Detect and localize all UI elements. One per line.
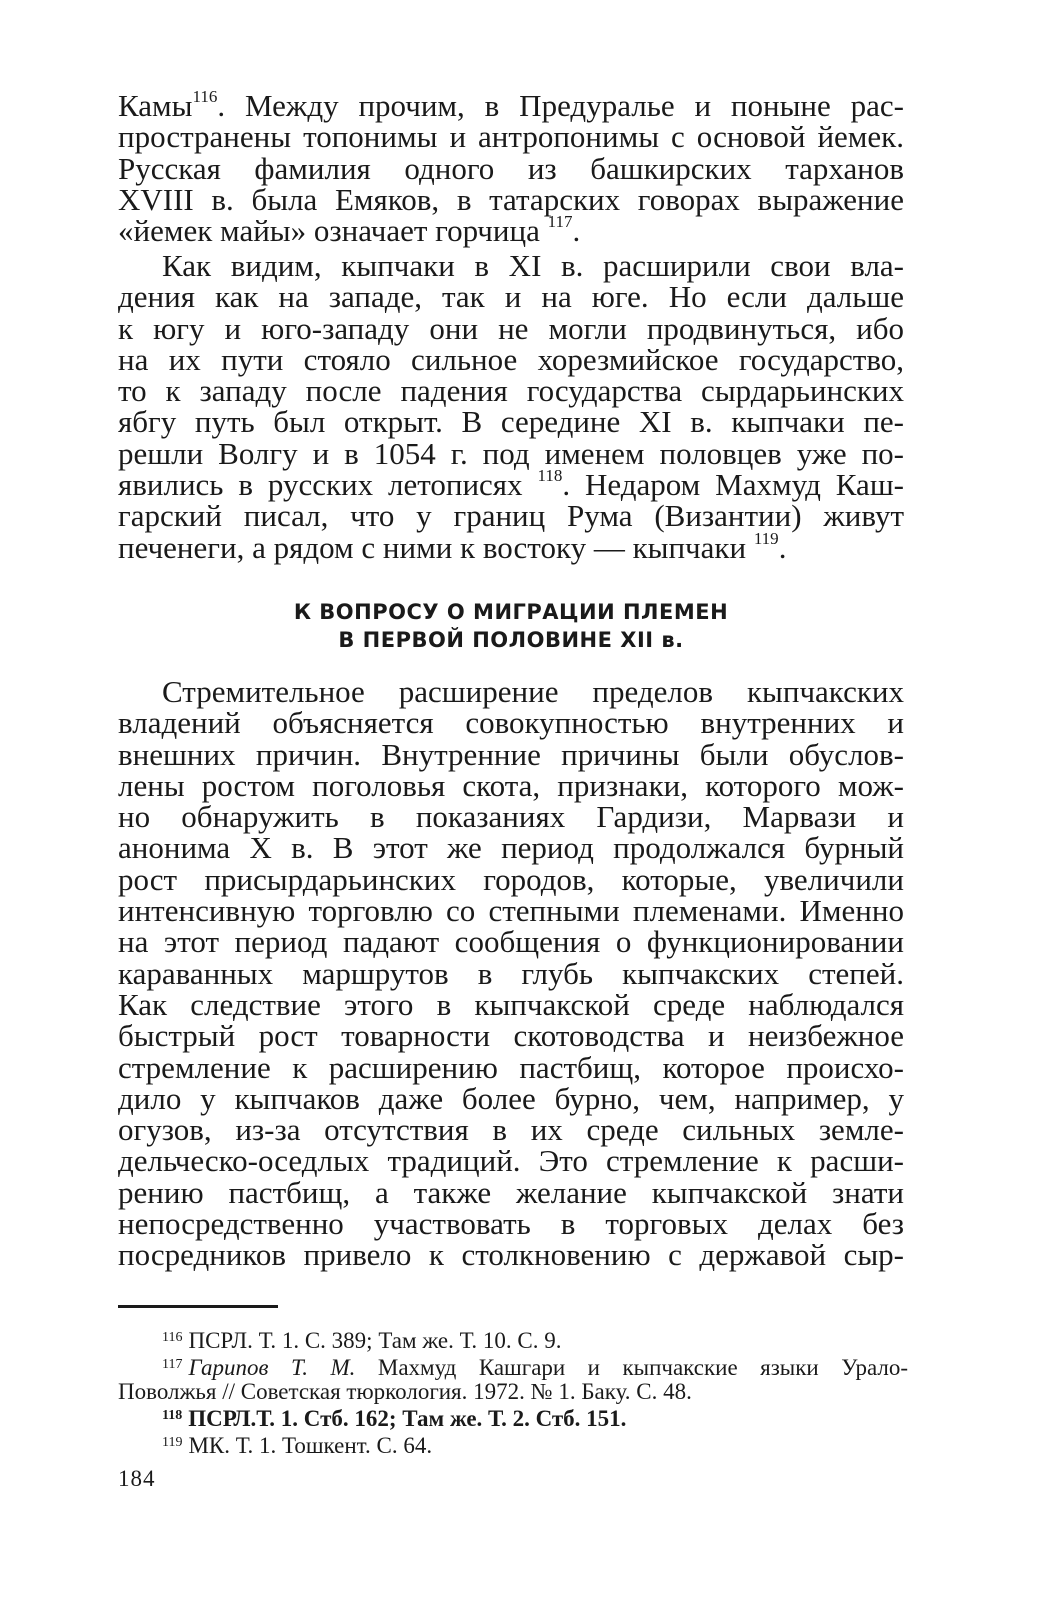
text-line: быстрый рост товарности скотоводства и неизбежное: [118, 1018, 904, 1054]
paragraph-3: [118, 676, 904, 1271]
footnote-117: $^{117}$ Гарипов Т. М. Махмуд Кашгари и кыпчакские языки Урало-: [162, 1355, 909, 1380]
text-line: Камы$^{116}$. Между прочим, в Предуралье и поныне рас-: [118, 87, 904, 123]
section-heading: [118, 598, 904, 654]
text-line: владений объясняется совокупностью внутренних и: [118, 705, 904, 741]
footnote-divider: [118, 1305, 278, 1308]
text-line: решли Волгу и в 1054 г. под именем половцев уже по-: [118, 435, 904, 471]
text-line: рению пастбищ, а также желание кыпчакской знати: [118, 1174, 904, 1210]
text-line: «йемек майы» означает горчица $^{117}$.: [118, 212, 581, 249]
page-number: 184: [118, 1466, 156, 1491]
text-line: внешних причин. Внутренние причины были обуслов-: [118, 736, 904, 772]
text-line: ябгу путь был открыт. В середине XI в. кыпчаки пе-: [118, 404, 904, 440]
text-line: Как видим, кыпчаки в XI в. расширили свои вла-: [162, 248, 904, 283]
paragraph-1: [118, 87, 904, 249]
footnotes: [118, 1326, 908, 1458]
footnote-ref: 118: [537, 466, 563, 486]
text-line: то к западу после падения государства сырдарьинских: [118, 373, 904, 409]
text-line: Стремительное расширение пределов кыпчакских: [162, 674, 904, 709]
text-line: лены ростом поголовья скота, признаки, которого мож-: [118, 767, 904, 803]
footnote-number: 117: [162, 1357, 183, 1372]
text-line: Как следствие этого в кыпчакской среде наблюдался: [118, 986, 904, 1022]
footnote-author: Гарипов Т. М.: [188, 1355, 356, 1380]
footnote-ref: 116: [192, 87, 218, 106]
text-line: Русская фамилия одного из башкирских тарханов: [118, 150, 904, 186]
text-line: XVIII в. была Емяков, в татарских говорах выражение: [118, 181, 904, 217]
footnote-number: 116: [162, 1330, 183, 1345]
text-line: анонима X в. В этот же период продолжался бурный: [118, 830, 904, 866]
text-line: гарский писал, что у границ Рума (Византии) живут: [118, 498, 904, 534]
footnote-118: $^{118}$ ПСРЛ.Т. 1. Стб. 162; Там же. Т. 2. Стб. 151.: [162, 1406, 627, 1431]
text-line: караванных маршрутов в глубь кыпчакских степей.: [118, 955, 904, 991]
footnote-number: 118: [162, 1408, 183, 1423]
text-line: но обнаружить в показаниях Гардизи, Марвази и: [118, 799, 904, 835]
footnote-number: 119: [162, 1435, 183, 1450]
text-line: дельческо-оседлых традиций. Это стремление к расши-: [118, 1143, 904, 1179]
text-line: дения как на западе, так и на юге. Но если дальше: [118, 279, 904, 315]
text-line: явились в русских летописях $^{118}$. Недаром Махмуд Каш-: [118, 466, 905, 503]
footnote-116: $^{116}$ ПСРЛ. Т. 1. С. 389; Там же. Т. 10. С. 9.: [162, 1328, 562, 1353]
text-line: стремление к расширению пастбищ, которое происхо-: [118, 1049, 904, 1085]
text-line: пространены топонимы и антропонимы с основой йемек.: [118, 119, 904, 155]
text-line: непосредственно участвовать в торговых делах без: [118, 1206, 904, 1242]
footnote-119: $^{119}$ МК. Т. 1. Тошкент. С. 64.: [162, 1433, 433, 1458]
text-line: интенсивную торговлю со степными племенами. Именно: [118, 893, 904, 929]
text-line: посредников привело к столкновению с державой сыр-: [118, 1237, 904, 1273]
paragraph-2: [118, 250, 904, 563]
text-line: на их пути стояло сильное хорезмийское государство,: [118, 341, 904, 377]
text-line: рост присырдарьинских городов, которые, увеличили: [118, 861, 904, 897]
text-line: на этот период падают сообщения о функционировании: [118, 924, 904, 960]
footnote-ref: 119: [753, 528, 779, 548]
text-line: к югу и юго-западу они не могли продвинуться, ибо: [118, 310, 904, 346]
text-line: печенеги, а рядом с ними к востоку — кыпчаки $^{119}$.: [118, 528, 787, 565]
text-line: огузов, из-за отсутствия в их среде сильных земле-: [118, 1112, 904, 1148]
heading-line-2: В ПЕРВОЙ ПОЛОВИНЕ XII в.: [338, 628, 684, 652]
heading-line-1: К ВОПРОСУ О МИГРАЦИИ ПЛЕМЕН: [293, 600, 729, 624]
text-line: дило у кыпчаков даже более бурно, чем, например, у: [118, 1080, 904, 1116]
footnote-ref: 117: [547, 212, 573, 232]
footnote-117-continuation: Поволжья // Советская тюркология. 1972. № 1. Баку. С. 48.: [118, 1379, 692, 1404]
